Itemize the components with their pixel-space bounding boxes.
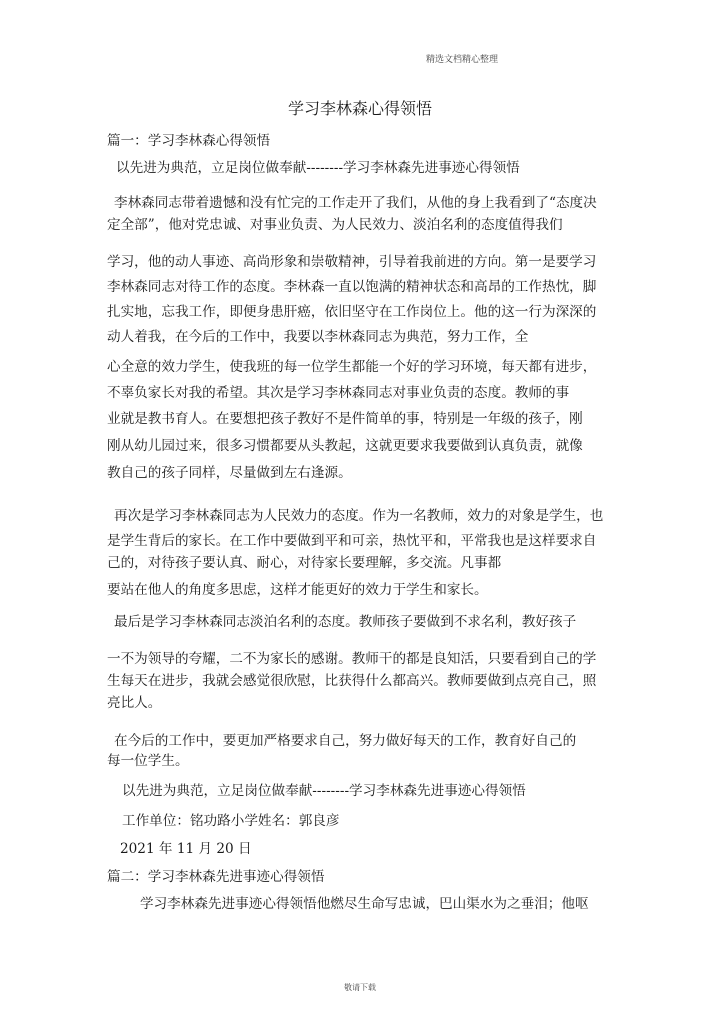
body-line: 再次是学习李林森同志为人民效力的态度。作为一名教师，效力的对象是学生，也 — [114, 508, 604, 524]
page-header-text: 精选文档精心整理 — [425, 55, 498, 65]
body-line: 不辜负家长对我的希望。其次是学习李林森同志对事业负责的态度。教师的事 — [107, 385, 570, 401]
body-line: 定全部”，他对党忠诚、对事业负责、为人民效力、淡泊名利的态度值得我们 — [107, 217, 563, 233]
body-line: 在今后的工作中，要更加严格要求自己，努力做好每天的工作，教育好自己的 — [114, 733, 577, 749]
section-heading: 篇二：学习李林森先进事迹心得领悟 — [107, 869, 325, 885]
date-line: 2021 年 11 月 20 日 — [120, 841, 252, 857]
body-line: 生每天在进步，我就会感觉很欣慰，比获得什么都高兴。教师要做到点亮自己，照 — [107, 673, 597, 689]
body-line: 是学生背后的家长。在工作中要做到平和可亲，热忱平和，平常我也是这样要求自 — [107, 533, 597, 549]
body-line: 扎实地，忘我工作，即便身患肝癌，依旧坚守在工作岗位上。他的这一行为深深的 — [107, 304, 597, 320]
body-line: 己的，对待孩子要认真、耐心，对待家长要理解，多交流。凡事都 — [107, 555, 502, 571]
body-line: 一不为领导的夸耀，二不为家长的感谢。教师干的都是良知活，只要看到自己的学 — [107, 651, 597, 667]
subtitle-line: 以先进为典范，立足岗位做奉献--------学习李林森先进事迹心得领悟 — [122, 783, 526, 799]
author-line: 工作单位：铭功路小学姓名：郭良彦 — [122, 813, 340, 829]
body-line: 业就是教书育人。在要想把孩子教好不是件简单的事，特别是一年级的孩子，刚 — [107, 411, 583, 427]
body-line: 李林森同志带着遗憾和没有忙完的工作走开了我们，从他的身上我看到了“态度决 — [114, 195, 597, 211]
body-line: 每一位学生。 — [107, 753, 189, 769]
body-line: 心全意的效力学生，使我班的每一位学生都能一个好的学习环境，每天都有进步， — [107, 359, 597, 375]
body-line: 亮比人。 — [107, 695, 162, 711]
body-line: 动人着我，在今后的工作中，我要以李林森同志为典范，努力工作，全 — [107, 329, 529, 345]
body-line: 要站在他人的角度多思虑，这样才能更好的效力于学生和家长。 — [107, 582, 488, 598]
subtitle-line: 以先进为典范，立足岗位做奉献--------学习李林森先进事迹心得领悟 — [116, 160, 520, 176]
body-line: 最后是学习李林森同志淡泊名利的态度。教师孩子要做到不求名利，教好孩子 — [114, 614, 577, 630]
document-title: 学习李林森心得领悟 — [287, 99, 432, 118]
body-line: 学习李林森先进事迹心得领悟他燃尽生命写忠诚，巴山渠水为之垂泪；他呕 — [140, 896, 589, 912]
body-line: 刚从幼儿园过来，很多习惯都要从头教起，这就更要求我要做到认真负责，就像 — [107, 438, 583, 454]
section-heading: 篇一：学习李林森心得领悟 — [107, 133, 271, 149]
body-line: 学习，他的动人事迹、高尚形象和崇敬精神，引导着我前进的方向。第一是要学习 — [107, 254, 597, 270]
body-line: 教自己的孩子同样，尽量做到左右逢源。 — [107, 465, 352, 481]
page-footer-text: 敬请下载 — [344, 983, 376, 992]
body-line: 李林森同志对待工作的态度。李林森一直以饱满的精神状态和高昂的工作热忱，脚 — [107, 279, 597, 295]
